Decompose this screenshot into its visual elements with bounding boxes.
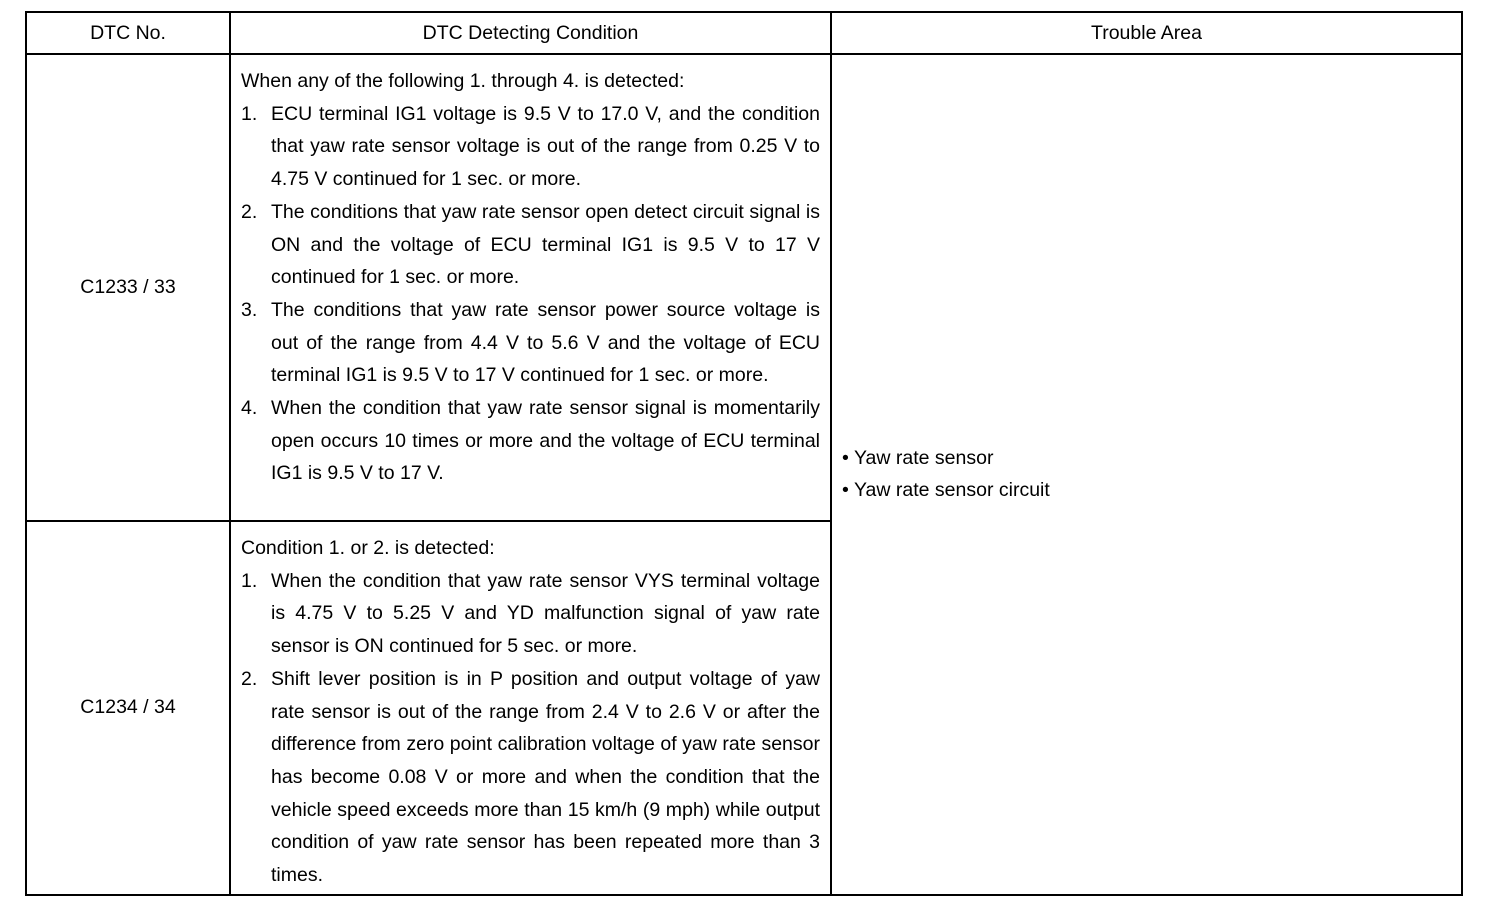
condition-text: When the condition that yaw rate sensor VYS terminal voltage is 4.75 V to 5.25 V and YD malfunction signal of yaw rate sensor is ON continued for 5 sec. or more. — [271, 569, 820, 658]
condition-cell — [230, 54, 831, 521]
bullet-icon: • — [842, 446, 849, 469]
condition-item — [241, 392, 820, 490]
condition-text: ECU terminal IG1 voltage is 9.5 V to 17.0 V, and the condition that yaw rate sensor voltage is out of the range from 0.25 V to 4.75 V continued for 1 sec. or more. — [271, 102, 820, 191]
list-item — [842, 442, 1461, 475]
condition-item — [241, 98, 820, 196]
dtc-table — [25, 11, 1463, 896]
trouble-area-text: Yaw rate sensor circuit — [854, 479, 1050, 502]
header-row — [26, 12, 1462, 54]
dtc-code: C1233 / 33 — [26, 54, 230, 521]
condition-text: When the condition that yaw rate sensor signal is momentarily open occurs 10 times or more and the voltage of ECU terminal IG1 is 9.5 V to 17 V. — [271, 397, 820, 485]
condition-item — [241, 565, 820, 663]
bullet-icon: • — [842, 479, 849, 502]
trouble-area-text: Yaw rate sensor — [854, 446, 994, 469]
condition-intro: When any of the following 1. through 4. is detected: — [241, 70, 685, 92]
condition-number: 4. — [241, 397, 258, 420]
trouble-area-list — [842, 442, 1461, 507]
condition-number: 3. — [241, 298, 258, 321]
condition-number: 1. — [241, 102, 258, 125]
trouble-area-cell — [831, 54, 1462, 895]
condition-item — [241, 196, 820, 294]
condition-item — [241, 294, 820, 392]
header-trouble-area: Trouble Area — [831, 12, 1462, 54]
dtc-code: C1234 / 34 — [26, 521, 230, 895]
condition-text: Shift lever position is in P position and output voltage of yaw rate sensor is out of the range from 2.4 V to 2.6 V or after the difference from zero point calibration voltage of yaw rate sensor has become 0.08 V or more and when the condition that the vehicle speed exceeds more than 15 km/h (9 mph) while output condition of yaw rate sensor has been repeated more than 3 times. — [271, 667, 820, 887]
header-detecting-condition: DTC Detecting Condition — [230, 12, 831, 54]
condition-item — [241, 663, 820, 892]
header-dtc-no: DTC No. — [26, 12, 230, 54]
list-item — [842, 474, 1461, 507]
condition-number: 2. — [241, 667, 258, 690]
condition-text: The conditions that yaw rate sensor power source voltage is out of the range from 4.4 V to 5.6 V and the voltage of ECU terminal IG1 is 9.5 V to 17 V continued for 1 sec. or more. — [271, 298, 820, 387]
condition-text: The conditions that yaw rate sensor open detect circuit signal is ON and the voltage of ECU terminal IG1 is 9.5 V to 17 V continued for 1 sec. or more. — [271, 200, 820, 289]
condition-cell — [230, 521, 831, 895]
condition-number: 2. — [241, 200, 258, 223]
condition-intro: Condition 1. or 2. is detected: — [241, 537, 495, 559]
table-row — [26, 54, 1462, 521]
condition-number: 1. — [241, 569, 258, 592]
